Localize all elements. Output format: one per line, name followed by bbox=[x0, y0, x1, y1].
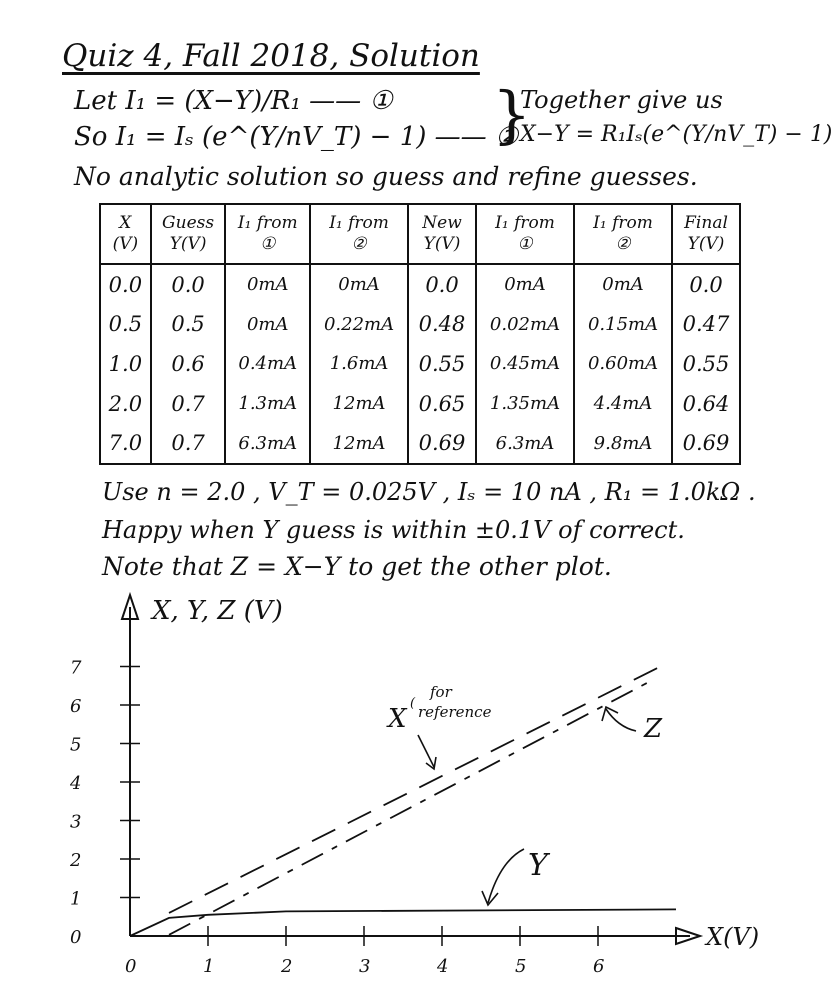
z-note-line: Note that Z = X−Y to get the other plot. bbox=[102, 552, 612, 581]
y-tick-label: 6 bbox=[70, 696, 82, 717]
no-analytic-note: No analytic solution so guess and refine guesses. bbox=[74, 162, 698, 191]
table-cell: 0.69 bbox=[672, 423, 740, 464]
header-text: New bbox=[422, 213, 462, 233]
table-row bbox=[100, 423, 740, 464]
table-cell: 0.15mA bbox=[574, 305, 672, 345]
table-cell: 0.0 bbox=[408, 264, 476, 305]
table-header-cell bbox=[574, 204, 672, 264]
y-tick-label: 3 bbox=[70, 811, 82, 833]
table-row bbox=[100, 305, 740, 345]
table-cell: 0.47 bbox=[672, 305, 740, 345]
equation-2: So I₁ = Iₛ (e^(Y/nV_T) − 1) —— ② bbox=[74, 122, 519, 152]
x-tick-label: 2 bbox=[281, 956, 293, 977]
header-text: I₁ from bbox=[237, 213, 298, 233]
table-cell: 9.8mA bbox=[574, 423, 672, 464]
y-axis-label: X, Y, Z (V) bbox=[152, 596, 283, 626]
header-text: (V) bbox=[112, 234, 139, 254]
table-cell: 0.45mA bbox=[476, 344, 574, 384]
table-cell: 7.0 bbox=[100, 423, 151, 464]
x-tick-label: 5 bbox=[515, 956, 527, 977]
tolerance-line: Happy when Y guess is within ±0.1V of correct. bbox=[102, 516, 685, 544]
table-header-cell bbox=[408, 204, 476, 264]
table-cell: 2.0 bbox=[100, 384, 151, 424]
table-cell: 1.0 bbox=[100, 344, 151, 384]
header-text: ② bbox=[615, 234, 631, 254]
z-label: Z bbox=[644, 714, 663, 744]
paren-open: ( bbox=[410, 696, 416, 711]
y-tick-label: 1 bbox=[70, 888, 82, 910]
x-ref-label: X bbox=[388, 704, 407, 734]
series-y-line bbox=[130, 909, 676, 936]
equation-1: Let I₁ = (X−Y)/R₁ —— ① bbox=[74, 86, 393, 116]
header-text: I₁ from bbox=[495, 213, 555, 233]
table-cell: 0.64 bbox=[672, 384, 740, 424]
header-text: X bbox=[119, 213, 132, 233]
header-text: Y(V) bbox=[169, 234, 207, 254]
table-header-cell bbox=[476, 204, 574, 264]
table-cell: 1.3mA bbox=[225, 384, 310, 424]
header-text: Y(V) bbox=[423, 234, 461, 254]
x-tick-label: 6 bbox=[593, 956, 605, 977]
table-row bbox=[100, 344, 740, 384]
combined-equation: X−Y = R₁Iₛ(e^(Y/nV_T) − 1) bbox=[520, 122, 832, 147]
table-row bbox=[100, 264, 740, 305]
header-text: I₁ from bbox=[329, 213, 389, 233]
series-z-line bbox=[169, 680, 653, 935]
header-text: ① bbox=[260, 234, 276, 254]
table-cell: 1.6mA bbox=[310, 344, 408, 384]
table-cell: 0mA bbox=[225, 305, 310, 345]
table-header-cell bbox=[100, 204, 151, 264]
y-tick-label: 5 bbox=[70, 734, 82, 756]
table-cell: 0.5 bbox=[100, 305, 151, 345]
header-text: Guess bbox=[162, 213, 215, 233]
x-tick-label: 0 bbox=[125, 956, 137, 977]
x-axis-label: X(V) bbox=[706, 923, 760, 951]
xyz-plot bbox=[0, 585, 788, 999]
table-header bbox=[100, 204, 740, 264]
table-cell: 0mA bbox=[310, 264, 408, 305]
quiz-title: Quiz 4, Fall 2018, Solution bbox=[62, 38, 480, 74]
table-row bbox=[100, 384, 740, 424]
table-cell: 1.35mA bbox=[476, 384, 574, 424]
header-text: I₁ from bbox=[593, 213, 653, 233]
y-pointer bbox=[488, 849, 524, 903]
table-cell: 0.7 bbox=[151, 384, 226, 424]
x-ref-pointer-head bbox=[426, 757, 436, 769]
brace: } bbox=[492, 78, 532, 151]
y-tick-label: 0 bbox=[70, 927, 82, 948]
table-cell: 0.22mA bbox=[310, 305, 408, 345]
parameters-line: Use n = 2.0 , V_T = 0.025V , Iₛ = 10 nA , R₁ = 1.0kΩ . bbox=[102, 478, 756, 506]
table-cell: 0.65 bbox=[408, 384, 476, 424]
table-cell: 0.48 bbox=[408, 305, 476, 345]
table-cell: 0.0 bbox=[151, 264, 226, 305]
table-header-cell bbox=[151, 204, 226, 264]
table-cell: 0.4mA bbox=[225, 344, 310, 384]
table-cell: 12mA bbox=[310, 384, 408, 424]
header-text: ② bbox=[351, 234, 367, 254]
table-cell: 0.0 bbox=[672, 264, 740, 305]
table-cell: 0.55 bbox=[408, 344, 476, 384]
x-ref-pointer bbox=[418, 735, 434, 767]
table-cell: 0.5 bbox=[151, 305, 226, 345]
together-note: Together give us bbox=[520, 86, 723, 114]
table-header-cell bbox=[310, 204, 408, 264]
y-tick-label: 4 bbox=[70, 773, 82, 794]
table-cell: 0mA bbox=[574, 264, 672, 305]
x-tick-label: 3 bbox=[359, 956, 371, 977]
table-cell: 0mA bbox=[225, 264, 310, 305]
x-tick-label: 1 bbox=[203, 956, 215, 977]
table-header-cell bbox=[225, 204, 310, 264]
y-tick-label: 2 bbox=[70, 850, 82, 871]
table-cell: 0.7 bbox=[151, 423, 226, 464]
table-cell: 4.4mA bbox=[574, 384, 672, 424]
table-cell: 0.6 bbox=[151, 344, 226, 384]
table-cell: 12mA bbox=[310, 423, 408, 464]
table-cell: 0.0 bbox=[100, 264, 151, 305]
header-text: Final bbox=[684, 213, 728, 233]
x-ref-note-1: for bbox=[430, 683, 452, 701]
y-tick-label: 7 bbox=[70, 657, 82, 679]
header-text: ① bbox=[517, 234, 533, 254]
table-cell: 0.69 bbox=[408, 423, 476, 464]
header-text: Y(V) bbox=[687, 234, 725, 254]
table-cell: 0.60mA bbox=[574, 344, 672, 384]
table-body bbox=[100, 264, 740, 464]
table-cell: 6.3mA bbox=[225, 423, 310, 464]
table-cell: 6.3mA bbox=[476, 423, 574, 464]
x-ref-note-2: reference bbox=[418, 703, 492, 721]
table-header-cell bbox=[672, 204, 740, 264]
table-cell: 0.55 bbox=[672, 344, 740, 384]
iteration-table bbox=[99, 203, 741, 465]
table-cell: 0.02mA bbox=[476, 305, 574, 345]
z-pointer bbox=[606, 709, 636, 731]
y-label: Y bbox=[528, 848, 548, 883]
table-cell: 0mA bbox=[476, 264, 574, 305]
x-tick-label: 4 bbox=[437, 956, 449, 977]
